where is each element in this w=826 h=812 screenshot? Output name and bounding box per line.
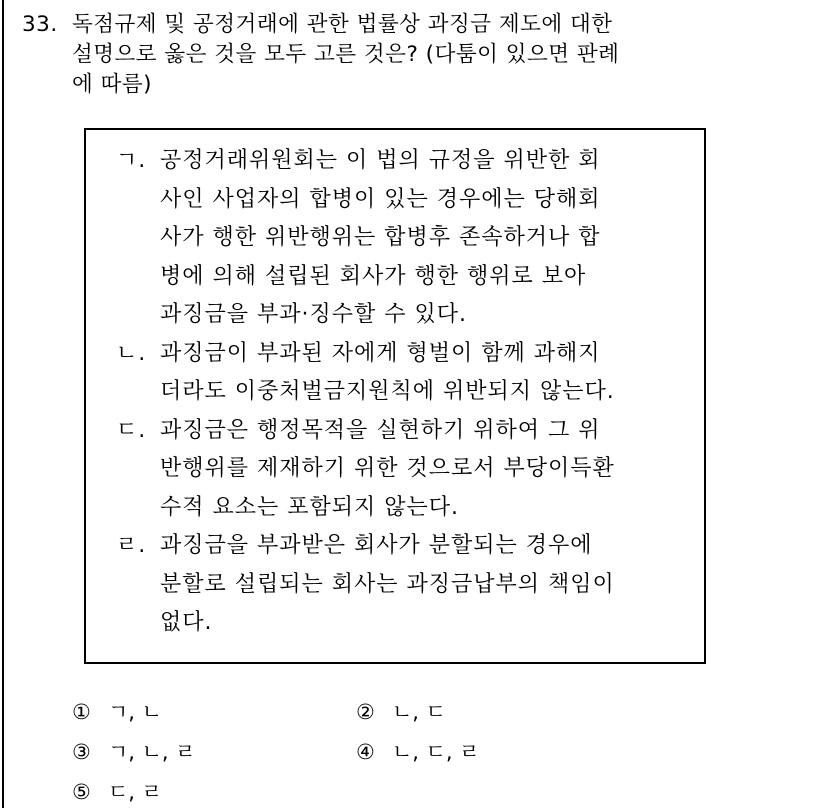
choice-option-2[interactable] xyxy=(356,692,640,732)
choice-number: ② xyxy=(356,700,375,724)
statement-item xyxy=(116,142,686,335)
statement-line: 과징금은 행정목적을 실현하기 위하여 그 위 xyxy=(160,417,601,443)
question-line-2: 설명으로 옳은 것을 모두 고른 것은? (다툼이 있으면 판례 xyxy=(72,42,620,67)
choice-number: ③ xyxy=(72,740,91,764)
statement-item xyxy=(116,527,686,643)
question-text: 독점규제 및 공정거래에 관한 법률상 과징금 제도에 대한 xyxy=(72,12,613,37)
question-stem xyxy=(22,10,762,100)
statement-mark: ㄴ. xyxy=(116,340,147,366)
statement-text xyxy=(160,142,601,335)
page-left-border xyxy=(2,0,4,808)
statements-box xyxy=(84,128,706,664)
statement-line: 반행위를 제재하기 위한 것으로서 부당이득환 xyxy=(160,456,615,481)
statement-line: 병에 의해 설립된 회사가 행한 행위로 보아 xyxy=(160,263,587,289)
statement-line: 사인 사업자의 합병이 있는 경우에는 당해회 xyxy=(160,186,601,212)
choice-number: ① xyxy=(72,700,91,724)
statement-line: 과징금을 부과받은 회사가 분할되는 경우에 xyxy=(160,533,593,558)
statement-line: 없다. xyxy=(160,610,213,635)
question-line-1 xyxy=(22,10,762,40)
statement-text xyxy=(160,335,615,412)
statement-text xyxy=(160,527,615,643)
statement-item xyxy=(116,335,686,412)
choice-number: ⑤ xyxy=(72,780,91,804)
statement-mark: ㄹ. xyxy=(116,533,147,558)
choice-row xyxy=(72,732,772,772)
choice-text: ㄷ, ㄹ xyxy=(108,780,162,804)
choice-option-5[interactable] xyxy=(72,772,356,812)
statement-line: 과징금이 부과된 자에게 형벌이 함께 과해지 xyxy=(160,340,601,366)
choice-option-1[interactable] xyxy=(72,692,356,732)
statement-line: 과징금을 부과·징수할 수 있다. xyxy=(160,302,467,327)
choice-row xyxy=(72,692,772,732)
statement-line: 공정거래위원회는 이 법의 규정을 위반한 회 xyxy=(160,148,601,173)
choice-number: ④ xyxy=(356,740,375,764)
choice-text: ㄱ, ㄴ xyxy=(108,700,162,724)
statement-line: 더라도 이중처벌금지원칙에 위반되지 않는다. xyxy=(160,379,615,404)
statement-item xyxy=(116,412,686,528)
choice-text: ㄴ, ㄷ, ㄹ xyxy=(392,740,480,764)
choice-option-3[interactable] xyxy=(72,732,356,772)
statement-line: 사가 행한 위반행위는 합병후 존속하거나 합 xyxy=(160,225,601,250)
answer-choices xyxy=(72,692,772,812)
statement-mark: ㄱ. xyxy=(116,148,147,173)
question-line-3: 에 따름) xyxy=(72,72,153,97)
statement-line: 수적 요소는 포함되지 않는다. xyxy=(160,494,459,520)
choice-text: ㄱ, ㄴ, ㄹ xyxy=(108,740,196,764)
choice-text: ㄴ, ㄷ xyxy=(392,700,446,724)
statements-list xyxy=(116,142,686,643)
statement-mark: ㄷ. xyxy=(116,417,147,443)
question-number: 33. xyxy=(22,12,58,37)
choice-option-4[interactable] xyxy=(356,732,640,772)
statement-line: 분할로 설립되는 회사는 과징금납부의 책임이 xyxy=(160,571,615,597)
statement-text xyxy=(160,412,615,528)
choice-row xyxy=(72,772,772,812)
